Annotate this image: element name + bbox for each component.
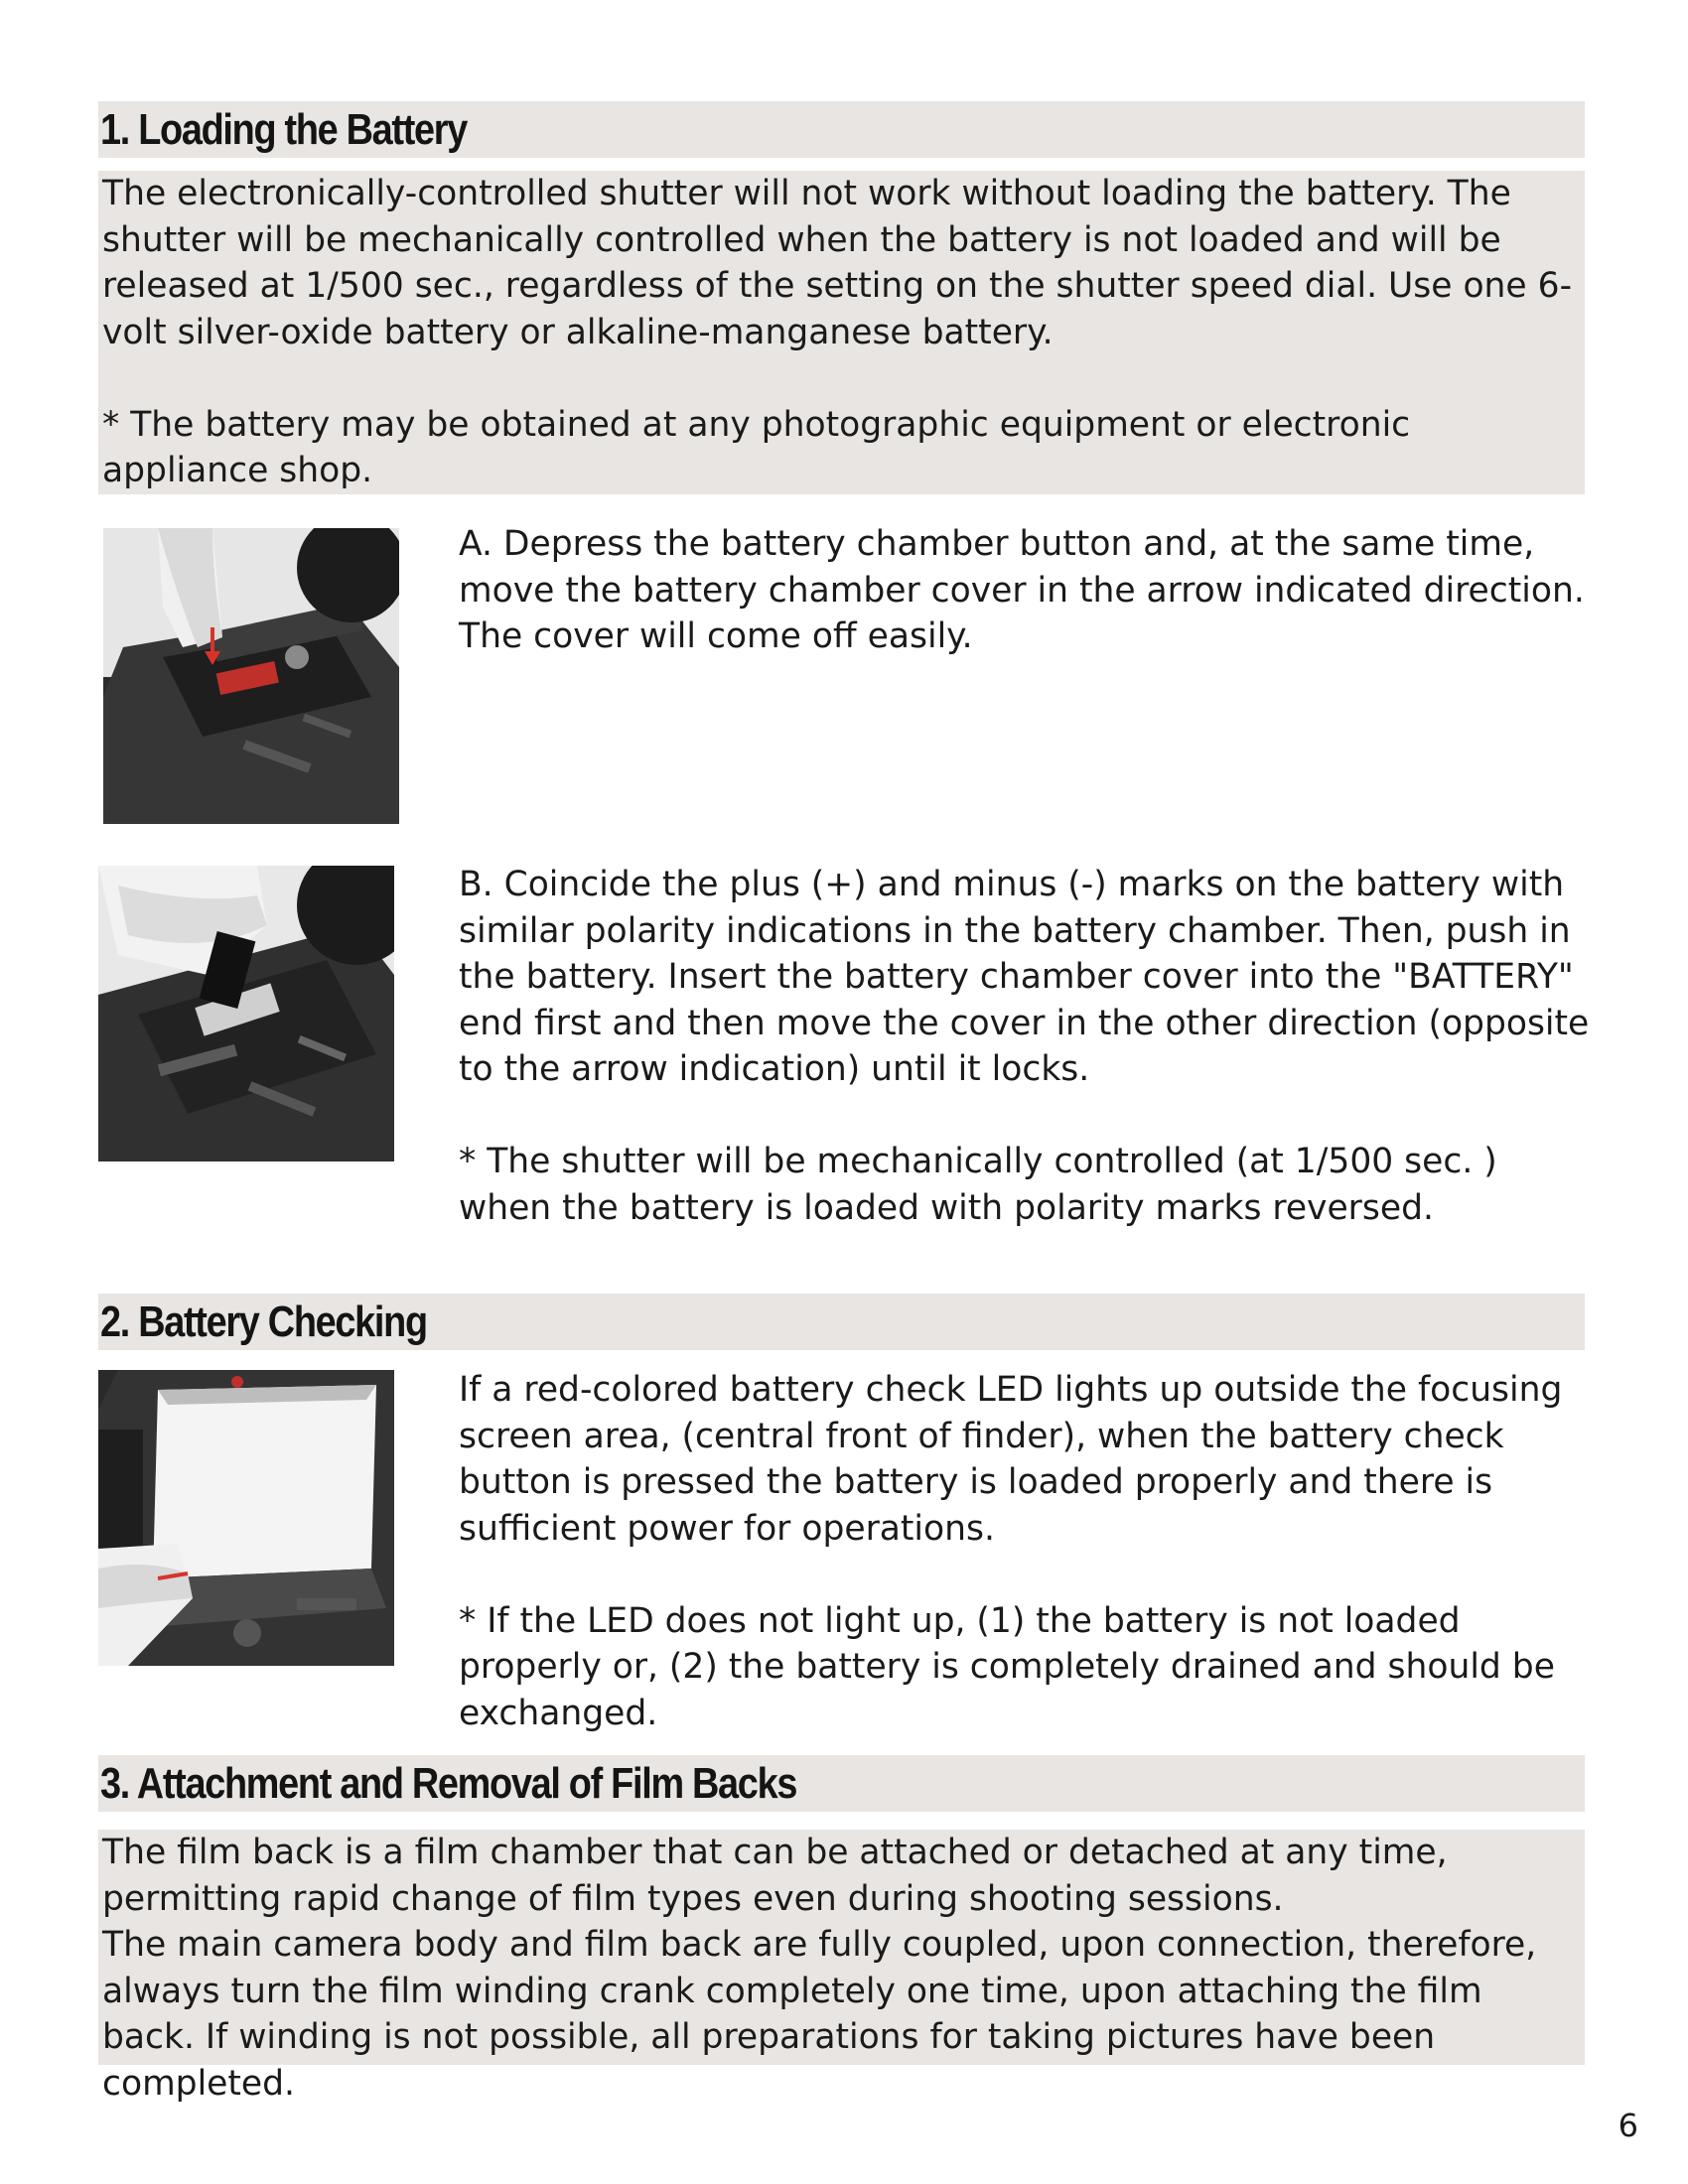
step-b-text: B. Coincide the plus (+) and minus (-) marks on the battery with similar polarity indications in the battery chamber. Then, push in the battery. Insert the battery chamber cover into the "BATTERY" end first and then move the cover in the other direction (opposite to the arrow indication) until it locks. [459, 865, 1590, 1089]
section-3-heading: 3. Attachment and Removal of Film Backs [98, 1755, 1585, 1812]
section-2-text: If a red-colored battery check LED lights up outside the focusing screen area, (central front of finder), when the battery check button is pressed the battery is loaded properly and there is sufficient power for operations. [459, 1370, 1563, 1549]
section-2-heading: 2. Battery Checking [98, 1294, 1585, 1350]
section-1-note: * The battery may be obtained at any photographic equipment or electronic appliance shop. [102, 404, 1411, 490]
section-2-column [459, 1367, 1591, 1736]
step-b-note: * The shutter will be mechanically controlled (at 1/500 sec. ) when the battery is loaded with polarity marks reversed. [459, 1142, 1497, 1228]
section-3-p1: The film back is a film chamber that can be attached or detached at any time, permitting rapid change of film types even during shooting sessions. [102, 1833, 1448, 1919]
battery-check-photo [98, 1370, 394, 1666]
step-b-column [459, 862, 1591, 1231]
section-1-heading: 1. Loading the Battery [98, 101, 1585, 158]
step-a-text: A. Depress the battery chamber button and, at the same time, move the battery chamber cover in the arrow indicated direction. The cover will come off easily. [459, 524, 1585, 656]
section-1-intro: The electronically-controlled shutter will not work without loading the battery. The shutter will be mechanically controlled when the battery is not loaded and will be released at 1/500 sec., regardless of the setting on the shutter speed dial. Use one 6-volt silver-oxide battery or alkaline-manganese battery. [102, 174, 1573, 352]
section-3-p2: The main camera body and film back are fully coupled, upon connection, therefore, always turn the film winding crank completely one time, upon attaching the film back. If winding is not possible, all preparations for taking pictures have been completed. [102, 1925, 1537, 2104]
section-3-box [98, 1830, 1585, 2104]
battery-cover-photo [103, 528, 399, 824]
page-number: 6 [1618, 2107, 1638, 2144]
section-1-intro-box [98, 171, 1585, 494]
battery-insert-photo [98, 866, 394, 1161]
section-2-note: * If the LED does not light up, (1) the battery is not loaded properly or, (2) the battery is completely drained and should be exchanged. [459, 1600, 1555, 1733]
step-a-column [459, 521, 1591, 660]
